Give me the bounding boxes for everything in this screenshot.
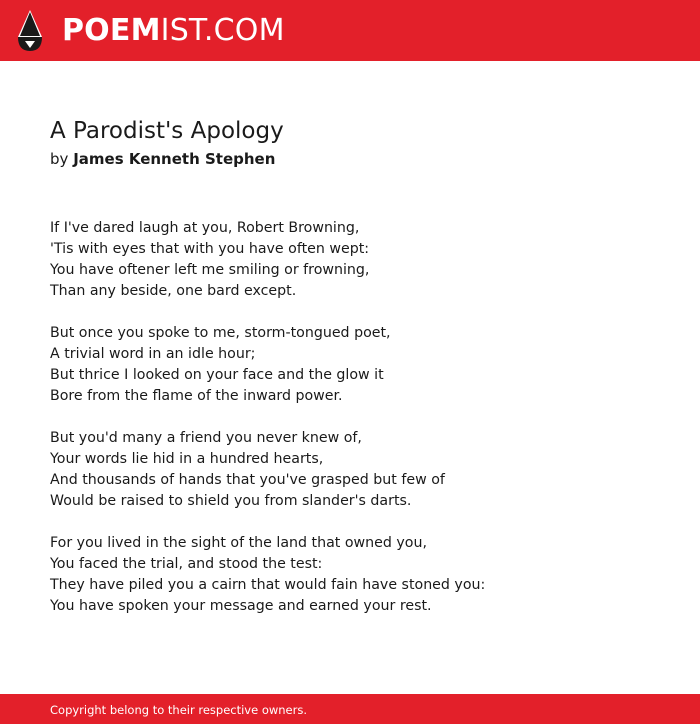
site-logo-link[interactable] <box>62 11 285 51</box>
poem-line: They have piled you a cairn that would fain have stoned you: <box>50 577 486 593</box>
poem-byline <box>50 148 275 170</box>
poem-line: For you lived in the sight of the land that owned you, <box>50 535 427 551</box>
poem-line: You faced the trial, and stood the test: <box>50 556 323 572</box>
poem-stanza <box>50 428 650 512</box>
top-bar <box>0 0 700 61</box>
poem-line: You have spoken your message and earned your rest. <box>50 598 432 614</box>
poem-stanza <box>50 218 650 302</box>
poem-line: Bore from the flame of the inward power. <box>50 388 343 404</box>
poem-line: But thrice I looked on your face and the glow it <box>50 367 384 383</box>
poem-line: You have oftener left me smiling or frowning, <box>50 262 370 278</box>
poem-line: 'Tis with eyes that with you have often wept: <box>50 241 370 257</box>
poem-line: But you'd many a friend you never knew of, <box>50 430 362 446</box>
by-label: by <box>50 150 69 168</box>
poem-line: And thousands of hands that you've grasped but few of <box>50 472 445 488</box>
poem-line: A trivial word in an idle hour; <box>50 346 256 362</box>
footer-bar <box>0 694 700 724</box>
logo-bold-text: POEM <box>62 13 161 48</box>
logo-light-text: IST.COM <box>160 13 285 48</box>
poem-body <box>50 218 650 638</box>
poem-stanza <box>50 533 650 617</box>
poem-line: But once you spoke to me, storm-tongued poet, <box>50 325 391 341</box>
poem-line: Would be raised to shield you from slander's darts. <box>50 493 412 509</box>
poem-author[interactable]: James Kenneth Stephen <box>73 150 276 168</box>
poem-title: A Parodist's Apology <box>50 118 284 144</box>
pencil-tip-icon[interactable] <box>17 10 43 52</box>
poem-line: If I've dared laugh at you, Robert Browning, <box>50 220 360 236</box>
copyright-notice: Copyright belong to their respective owners. <box>50 703 308 717</box>
poem-line: Than any beside, one bard except. <box>50 283 297 299</box>
poem-line: Your words lie hid in a hundred hearts, <box>50 451 324 467</box>
poem-stanza <box>50 323 650 407</box>
